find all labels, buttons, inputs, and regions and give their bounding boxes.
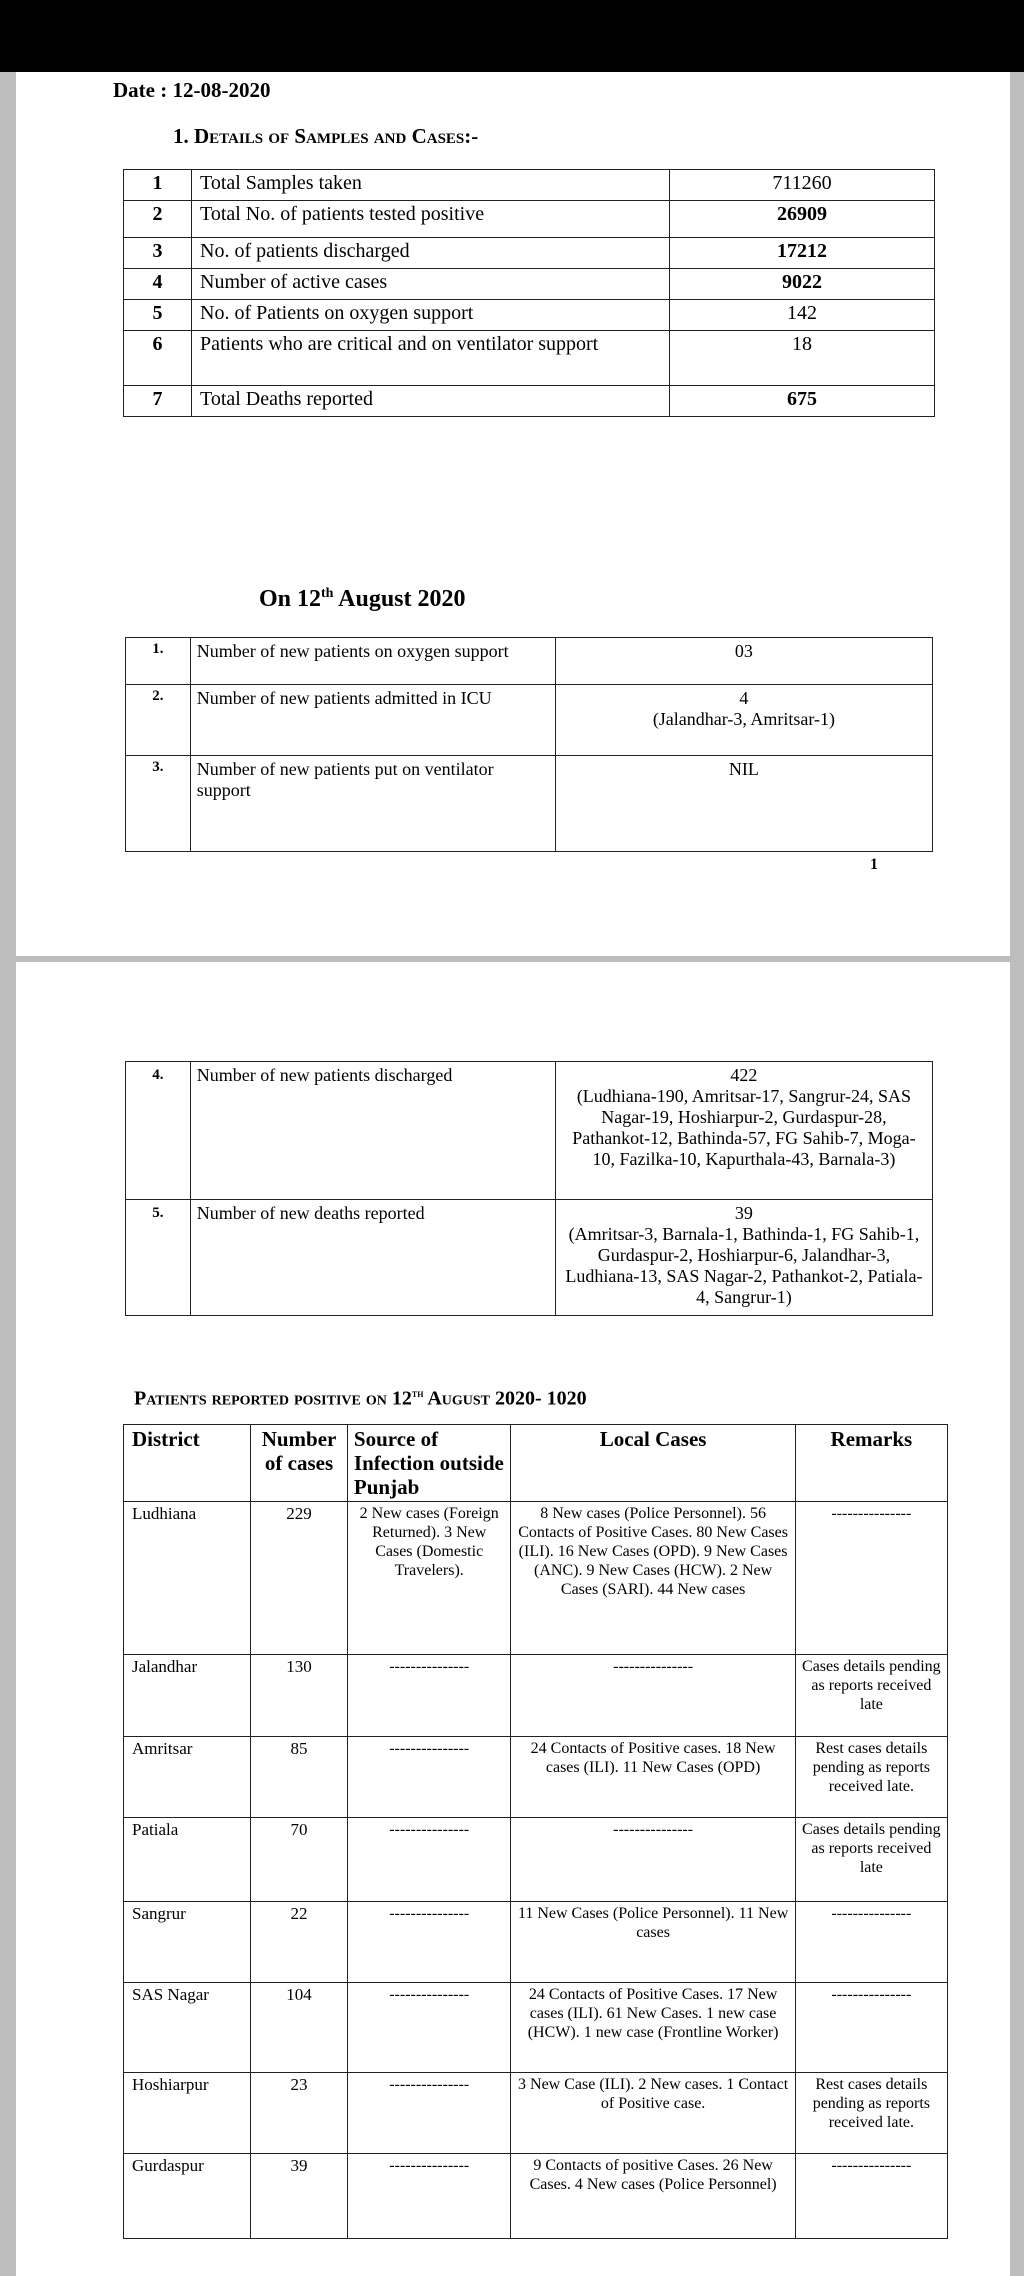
daily-sn: 1.: [126, 638, 191, 685]
district-local-cases: 24 Contacts of Positive Cases. 17 New cases (ILI). 61 New Cases. 1 new case (HCW). 1 new case (Frontline Worker): [511, 1983, 795, 2073]
district-cases: 22: [251, 1902, 348, 1983]
summary-row: [124, 170, 935, 201]
summary-sn: 7: [124, 386, 192, 417]
summary-label: No. of patients discharged: [192, 238, 670, 269]
daily-label: Number of new patients discharged: [190, 1062, 555, 1200]
district-local-cases: 24 Contacts of Positive cases. 18 New cases (ILI). 11 New Cases (OPD): [511, 1737, 795, 1818]
header-local-cases: Local Cases: [511, 1425, 795, 1502]
district-name: Sangrur: [124, 1902, 251, 1983]
section-1-title: Details of Samples and Cases:-: [194, 124, 479, 148]
daily-label: Number of new deaths reported: [190, 1200, 555, 1316]
district-row: [124, 1737, 948, 1818]
district-row: [124, 1655, 948, 1737]
district-source: ---------------: [347, 1655, 511, 1737]
summary-label: Total Deaths reported: [192, 386, 670, 417]
district-name: Patiala: [124, 1818, 251, 1902]
daily-sn: 3.: [126, 756, 191, 852]
district-name: Ludhiana: [124, 1502, 251, 1655]
district-local-cases: 8 New cases (Police Personnel). 56 Contacts of Positive Cases. 80 New Cases (ILI). 16 New Cases (OPD). 9 New Cases (ANC). 9 New Cases (HCW). 2 New Cases (SARI). 44 New cases: [511, 1502, 795, 1655]
summary-label: No. of Patients on oxygen support: [192, 300, 670, 331]
district-remarks: Cases details pending as reports received late: [795, 1655, 947, 1737]
district-source: ---------------: [347, 2073, 511, 2154]
daily-value: 4: [739, 688, 749, 708]
district-cases: 130: [251, 1655, 348, 1737]
district-row: [124, 1902, 948, 1983]
positive-cases-heading: Patients reported positive on 12th August 2020- 1020: [134, 1386, 587, 1410]
district-cases: 70: [251, 1818, 348, 1902]
district-name: Amritsar: [124, 1737, 251, 1818]
daily-sn: 5.: [126, 1200, 191, 1316]
header-source-of-infection: Source of Infection outside Punjab: [347, 1425, 511, 1502]
daily-table: [125, 637, 933, 852]
summary-sn: 5: [124, 300, 192, 331]
district-cases: 229: [251, 1502, 348, 1655]
district-remarks: ---------------: [795, 1502, 947, 1655]
district-source: 2 New cases (Foreign Returned). 3 New Cases (Domestic Travelers).: [347, 1502, 511, 1655]
summary-label: Patients who are critical and on ventilator support: [192, 331, 670, 386]
daily-sn: 4.: [126, 1062, 191, 1200]
summary-row: [124, 201, 935, 238]
district-source: ---------------: [347, 1737, 511, 1818]
daily-value: NIL: [728, 759, 759, 779]
district-name: Gurdaspur: [124, 2154, 251, 2239]
daily-sn: 2.: [126, 685, 191, 756]
daily-heading: On 12th August 2020: [259, 586, 466, 612]
daily-table-continued: [125, 1061, 933, 1316]
district-remarks: Rest cases details pending as reports received late.: [795, 2073, 947, 2154]
district-local-cases: 9 Contacts of positive Cases. 26 New Cases. 4 New cases (Police Personnel): [511, 2154, 795, 2239]
district-row: [124, 1502, 948, 1655]
district-name: Jalandhar: [124, 1655, 251, 1737]
daily-value: 39: [734, 1203, 753, 1223]
district-source: ---------------: [347, 2154, 511, 2239]
summary-sn: 2: [124, 201, 192, 238]
daily-value: 03: [734, 641, 753, 661]
district-local-cases: ---------------: [511, 1818, 795, 1902]
district-local-cases: 3 New Case (ILI). 2 New cases. 1 Contact of Positive case.: [511, 2073, 795, 2154]
district-cases: 39: [251, 2154, 348, 2239]
daily-row: [126, 1062, 933, 1200]
district-remarks: Rest cases details pending as reports received late.: [795, 1737, 947, 1818]
daily-value-cell: [555, 756, 932, 852]
page-number: 1: [870, 856, 878, 873]
daily-row: [126, 638, 933, 685]
district-name: SAS Nagar: [124, 1983, 251, 2073]
summary-value: 17212: [670, 238, 935, 269]
district-table-header: [124, 1425, 948, 1502]
header-district: District: [124, 1425, 251, 1502]
district-remarks: Cases details pending as reports received late: [795, 1818, 947, 1902]
summary-sn: 1: [124, 170, 192, 201]
daily-label: Number of new patients on oxygen support: [190, 638, 555, 685]
summary-row: [124, 331, 935, 386]
district-row: [124, 2073, 948, 2154]
top-bar: [0, 0, 1024, 72]
daily-value: 422: [730, 1065, 758, 1085]
district-cases: 104: [251, 1983, 348, 2073]
summary-sn: 6: [124, 331, 192, 386]
summary-value: 711260: [670, 170, 935, 201]
summary-value: 675: [670, 386, 935, 417]
district-cases: 85: [251, 1737, 348, 1818]
section-1-number: 1.: [173, 124, 189, 148]
summary-row: [124, 269, 935, 300]
district-remarks: ---------------: [795, 2154, 947, 2239]
summary-sn: 3: [124, 238, 192, 269]
daily-detail: (Ludhiana-190, Amritsar-17, Sangrur-24, SAS Nagar-19, Hoshiarpur-2, Gurdaspur-28, Pathankot-12, Bathinda-57, FG Sahib-7, Moga-10, Fazilka-10, Kapurthala-43, Barnala-3): [572, 1086, 916, 1169]
district-local-cases: 11 New Cases (Police Personnel). 11 New cases: [511, 1902, 795, 1983]
district-row: [124, 1983, 948, 2073]
summary-table: [123, 169, 935, 417]
daily-row: [126, 756, 933, 852]
district-row: [124, 1818, 948, 1902]
daily-label: Number of new patients put on ventilator support: [190, 756, 555, 852]
daily-value-cell: [555, 638, 932, 685]
district-remarks: ---------------: [795, 1902, 947, 1983]
summary-row: [124, 386, 935, 417]
summary-value: 142: [670, 300, 935, 331]
district-local-cases: ---------------: [511, 1655, 795, 1737]
district-cases: 23: [251, 2073, 348, 2154]
summary-sn: 4: [124, 269, 192, 300]
daily-value-cell: [555, 1200, 932, 1316]
document-page-1: [16, 72, 1010, 956]
daily-value-cell: [555, 1062, 932, 1200]
district-remarks: ---------------: [795, 1983, 947, 2073]
summary-value: 26909: [670, 201, 935, 238]
summary-row: [124, 300, 935, 331]
summary-value: 9022: [670, 269, 935, 300]
daily-label: Number of new patients admitted in ICU: [190, 685, 555, 756]
daily-row: [126, 685, 933, 756]
daily-value-cell: [555, 685, 932, 756]
summary-label: Number of active cases: [192, 269, 670, 300]
section-1-heading: [173, 124, 478, 149]
district-name: Hoshiarpur: [124, 2073, 251, 2154]
daily-detail: (Jalandhar-3, Amritsar-1): [652, 709, 836, 729]
district-table: [123, 1424, 948, 2239]
document-page-2: [16, 962, 1010, 2276]
summary-label: Total No. of patients tested positive: [192, 201, 670, 238]
summary-label: Total Samples taken: [192, 170, 670, 201]
report-date: Date : 12-08-2020: [113, 78, 271, 102]
district-source: ---------------: [347, 1818, 511, 1902]
header-remarks: Remarks: [795, 1425, 947, 1502]
district-source: ---------------: [347, 1983, 511, 2073]
district-source: ---------------: [347, 1902, 511, 1983]
header-number-of-cases: Number of cases: [251, 1425, 348, 1502]
summary-value: 18: [670, 331, 935, 386]
summary-row: [124, 238, 935, 269]
daily-row: [126, 1200, 933, 1316]
daily-detail: (Amritsar-3, Barnala-1, Bathinda-1, FG Sahib-1, Gurdaspur-2, Hoshiarpur-6, Jalandhar-3, Ludhiana-13, SAS Nagar-2, Pathankot-2, Patiala-4, Sangrur-1): [565, 1224, 923, 1307]
district-row: [124, 2154, 948, 2239]
